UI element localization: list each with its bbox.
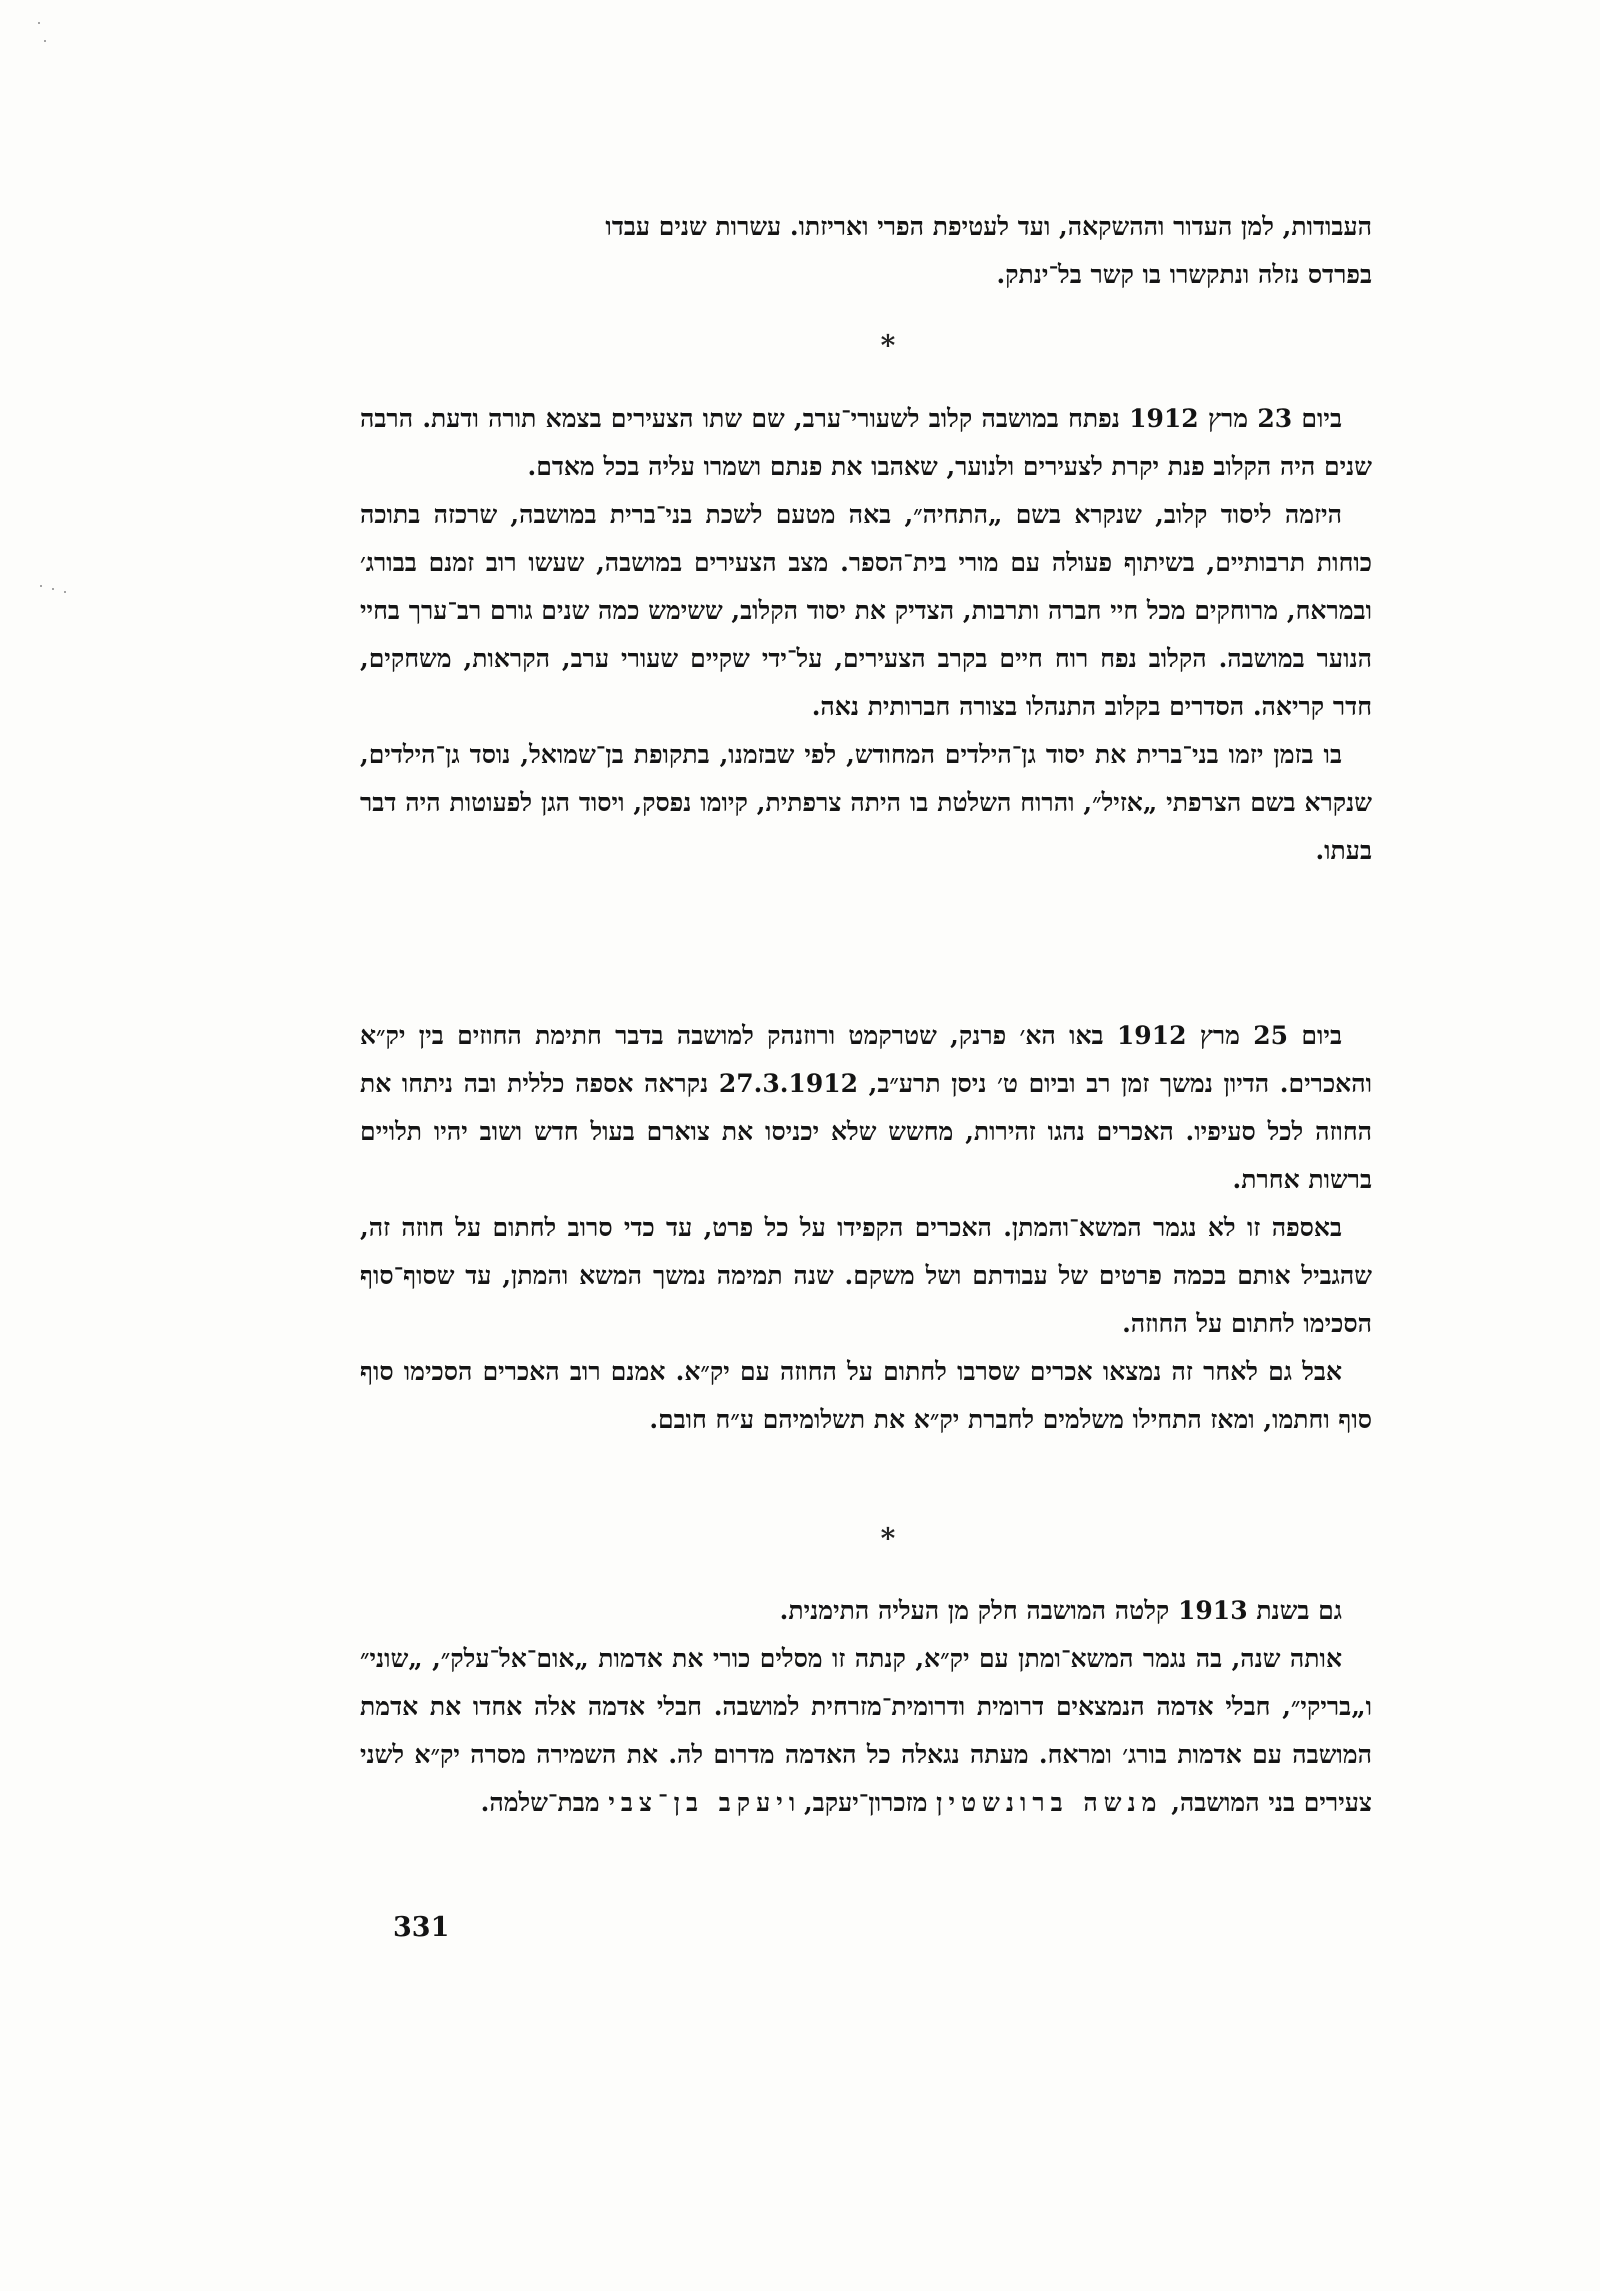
scan-speck [52,588,54,590]
intro-line-1: העבודות, למן העדור וההשקאה, ועד לעטיפת הפרי ואריזתו. עשרות שנים עבדו [605,212,1372,241]
aliyah-paragraph-2-text: אותה שנה, בה נגמר המשא־ומתן עם יק״א, קנתה זו מסלים כורי את אדמות „אום־אל־עלק״, „שוני״ ו„בריקי״, חבלי אדמה הנמצאים דרומית ודרומית־מזרחית למושבה. חבלי אדמה אלה אחדו את אדמת המושבה עם אדמות בורג׳ ומראח. מעתה נגאלה כל האדמה מדרום לה. את השמירה מסרה יק״א לשני צעירים בני המושבה, [360,1644,1372,1817]
contract-paragraph-2: באספה זו לא נגמר המשא־והמתן. האכרים הקפידו על כל פרט, עד כדי סרוב לחתום על חוזה זה, שהגביל אותם בכמה פרטים של עבודתם ושל משקם. שנה תמימה נמשך המשא והמתן, עד שסוף־סוף הסכימו לחתום על החוזה. [360,1213,1372,1338]
guard-origin-1: מזכרון־יעקב, ו [788,1788,928,1817]
section-divider-asterisk-2: * [880,1522,896,1555]
scan-speck [64,591,66,593]
page-number: 331 [393,1912,450,1943]
section-divider-asterisk: * [880,329,896,362]
contract-section [360,1012,1372,1444]
contract-paragraph-3: אבל גם לאחר זה נמצאו אכרים שסרבו לחתום על החוזה עם יק״א. אמנם רוב האכרים הסכימו סוף סוף וחתמו, ומאז התחילו משלמים לחברת יק״א את תשלומיהם ע״ח חובם. [360,1357,1372,1434]
aliyah-section [360,1587,1372,1827]
aliyah-paragraph-1: גם בשנת 1913 קלטה המושבה חלק מן העליה התימנית. [779,1596,1342,1625]
intro-line-2: בפרדס נזלה ונתקשרו בו קשר בל־ינתק. [996,260,1372,289]
contract-paragraph-1: ביום 25 מרץ 1912 באו הא׳ פרנק, שטרקמט ורוזנהק למושבה בדבר חתימת החוזים בין יק״א והאכרים. הדיון נמשך זמן רב וביום ט׳ ניסן תרע״ב, 27.3.1912 נקראה אספה כללית ובה ניתחו את החוזה לכל סעיפיו. האכרים נהגו זהירות, מחשש שלא יכניסו את צוארם בעול חדש ושוב יהיו תלויים ברשות אחרת. [360,1021,1372,1194]
scan-speck [44,40,46,42]
aliyah-paragraph-2 [360,1635,1372,1827]
club-paragraph-3: בו בזמן יזמו בני־ברית את יסוד גן־הילדים המחודש, לפי שבזמנו, בתקופת בן־שמואל, נוסד גן־הילדים, שנקרא בשם הצרפתי „אזיל״, והרוח השלטת בו היתה צרפתית, קיומו נפסק, ויסוד הגן לפעוטות היה דבר בעתו. [360,740,1373,865]
intro-paragraph [360,203,1372,299]
club-paragraph-2: היזמה ליסוד קלוב, שנקרא בשם „התחיה״, באה מטעם לשכת בני־ברית במושבה, שרכזה בתוכה כוחות תרבותיים, בשיתוף פעולה עם מורי בית־הספר. מצב הצעירים במושבה, שעשו רוב זמנם בבורג׳ ובמראח, מרוחקים מכל חיי חברה ותרבות, הצדיק את יסוד הקלוב, ששימש כמה שנים גורם רב־ערך בחיי הנוער במושבה. הקלוב נפח רוח חיים בקרב הצעירים, על־ידי שקיים שעורי ערב, הקראות, משחקים, חדר קריאה. הסדרים בקלוב התנהלו בצורה חברותית נאה. [360,500,1372,721]
scan-speck [38,22,40,24]
scan-speck [40,585,42,587]
guard-name-1: מנשה ברונשטין [936,1788,1163,1817]
club-paragraph-1: ביום 23 מרץ 1912 נפתח במושבה קלוב לשעורי־ערב, שם שתו הצעירים בצמא תורה ודעת. הרבה שנים היה הקלוב פנת יקרת לצעירים ולנוער, שאהבו את פנתם ושמרו עליה בכל מאדם. [360,404,1372,481]
guard-origin-2: מבת־שלמה. [480,1788,600,1817]
club-section [360,395,1372,875]
guard-name-2: יעקב בן־צבי [608,1788,789,1817]
